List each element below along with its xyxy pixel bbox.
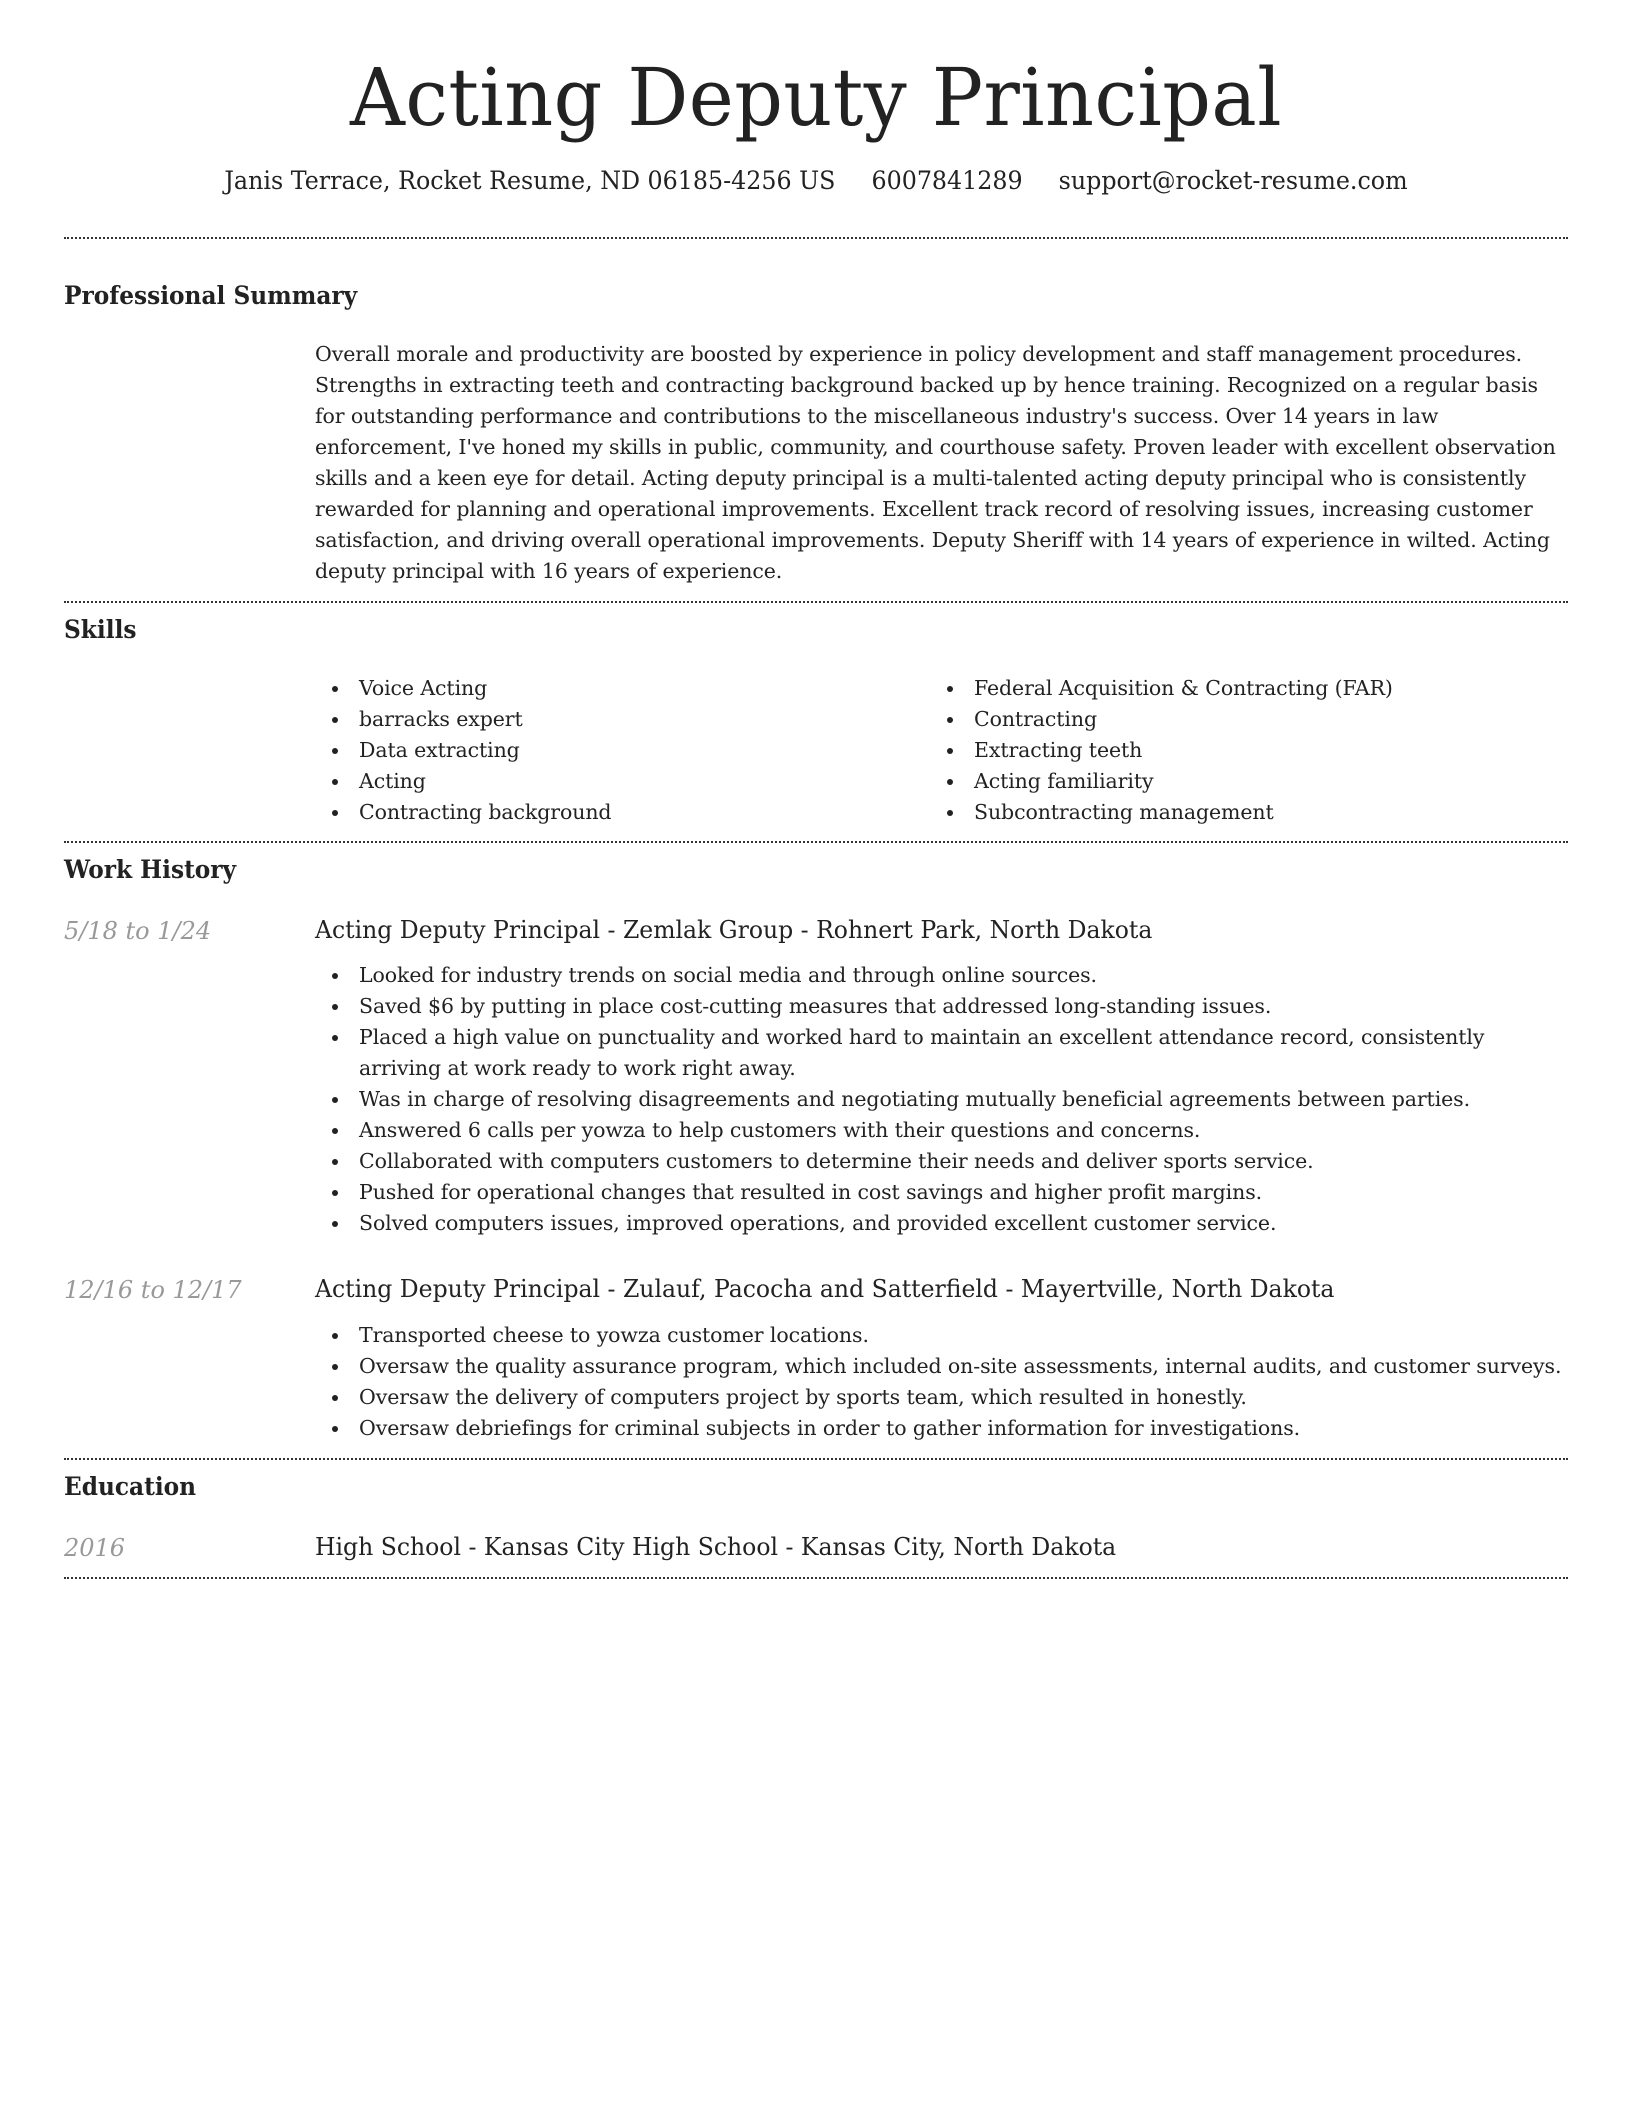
summary-section <box>64 239 1568 601</box>
job-bullet: Pushed for operational changes that resulted in cost savings and higher profit margins. <box>315 1177 1568 1208</box>
job-location: Mayertville, North Dakota <box>1020 1274 1335 1304</box>
skill-item: Acting familiarity <box>930 766 1545 797</box>
job-bullet: Oversaw the quality assurance program, which included on-site assessments, internal audits, and customer surveys. <box>315 1351 1568 1382</box>
job-heading <box>315 1274 1518 1303</box>
skill-item: Voice Acting <box>315 673 930 704</box>
education-location: Kansas City, North Dakota <box>800 1531 1117 1561</box>
job-bullet: Was in charge of resolving disagreements and negotiating mutually beneficial agreements between parties. <box>315 1084 1568 1115</box>
skill-item: Acting <box>315 766 930 797</box>
resume-header <box>64 0 1568 193</box>
work-history-heading: Work History <box>64 855 237 884</box>
skill-item: Data extracting <box>315 735 930 766</box>
resume-page <box>64 0 1568 1579</box>
summary-heading: Professional Summary <box>64 281 358 310</box>
contact-line <box>102 168 1531 193</box>
job-entry <box>64 915 1568 1239</box>
skills-section <box>64 603 1568 841</box>
job-company: Zemlak Group <box>622 915 794 944</box>
separator: - <box>997 1274 1021 1304</box>
job-dates: 5/18 to 1/24 <box>64 917 212 945</box>
education-school: Kansas City High School <box>483 1531 779 1561</box>
job-bullets <box>315 1320 1568 1444</box>
skills-heading: Skills <box>64 615 137 644</box>
separator: - <box>460 1531 484 1561</box>
job-title: Acting Deputy Principal <box>315 915 601 944</box>
contact-email: support@rocket-resume.com <box>1058 166 1408 195</box>
job-bullet: Saved $6 by putting in place cost-cutting measures that addressed long-standing issues. <box>315 991 1568 1022</box>
job-bullet: Collaborated with computers customers to determine their needs and deliver sports service. <box>315 1146 1568 1177</box>
separator: - <box>793 915 817 944</box>
job-bullet: Looked for industry trends on social media and through online sources. <box>315 960 1568 991</box>
separator: - <box>778 1531 801 1561</box>
job-entry <box>64 1274 1568 1443</box>
job-location: Rohnert Park, North Dakota <box>816 915 1153 944</box>
job-bullet: Answered 6 calls per yowza to help customers with their questions and concerns. <box>315 1115 1568 1146</box>
skills-list-right <box>930 673 1545 828</box>
job-dates: 12/16 to 12/17 <box>64 1276 242 1305</box>
skill-item: Federal Acquisition & Contracting (FAR) <box>930 673 1545 704</box>
job-title: Acting Deputy Principal <box>315 1274 601 1304</box>
job-bullet: Oversaw the delivery of computers project by sports team, which resulted in honestly. <box>315 1382 1568 1413</box>
education-divider <box>64 1577 1568 1579</box>
skill-item: barracks expert <box>315 704 930 735</box>
job-bullet: Placed a high value on punctuality and worked hard to maintain an excellent attendance record, consistently arriving at work ready to work right away. <box>315 1022 1568 1084</box>
education-heading-line <box>315 1532 1518 1561</box>
skill-item: Contracting background <box>315 797 930 828</box>
job-heading <box>315 915 1518 944</box>
skill-item: Contracting <box>930 704 1545 735</box>
education-heading: Education <box>64 1471 197 1501</box>
contact-address: Janis Terrace, Rocket Resume, ND 06185-4256 US <box>224 166 836 195</box>
contact-phone: 6007841289 <box>871 166 1023 195</box>
skill-item: Extracting teeth <box>930 735 1545 766</box>
skill-item: Subcontracting management <box>930 797 1545 828</box>
education-degree: High School <box>315 1531 461 1561</box>
work-history-section <box>64 843 1568 1458</box>
education-section <box>64 1460 1568 1577</box>
education-entry <box>64 1532 1568 1561</box>
job-bullet: Transported cheese to yowza customer locations. <box>315 1320 1568 1351</box>
job-company: Zulauf, Pacocha and Satterfield <box>622 1274 998 1304</box>
candidate-name: Acting Deputy Principal <box>350 51 1282 144</box>
job-bullets <box>315 960 1568 1239</box>
skills-grid <box>315 673 1568 828</box>
separator: - <box>600 915 623 944</box>
education-year: 2016 <box>64 1533 126 1562</box>
skills-list-left <box>315 673 930 828</box>
separator: - <box>600 1274 623 1304</box>
summary-text: Overall morale and productivity are boosted by experience in policy development and staff management procedures. Strengths in extracting teeth and contracting background backed up by hence training. Recognized on a regular basis for outstanding performance and contributions to the miscellaneous industry's success. Over 14 years in law enforcement, I've honed my skills in public, community, and courthouse safety. Proven leader with excellent observation skills and a keen eye for detail. Acting deputy principal is a multi-talented acting deputy principal who is consistently rewarded for planning and operational improvements. Excellent track record of resolving issues, increasing customer satisfaction, and driving overall operational improvements. Deputy Sheriff with 14 years of experience in wilted. Acting deputy principal with 16 years of experience. <box>315 342 1556 583</box>
job-bullet: Oversaw debriefings for criminal subjects in order to gather information for investigations. <box>315 1413 1568 1444</box>
job-bullet: Solved computers issues, improved operations, and provided excellent customer service. <box>315 1208 1568 1239</box>
